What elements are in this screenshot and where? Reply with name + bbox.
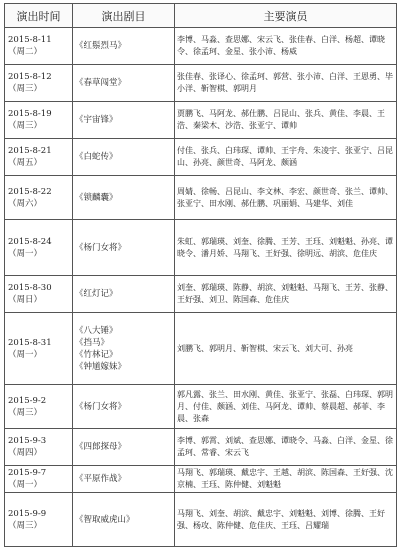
program-cell	[73, 28, 175, 65]
header-date: 演出时间	[5, 4, 73, 28]
performance-date: 2015-9-7	[8, 468, 47, 478]
performance-date: 2015-8-12	[8, 72, 52, 82]
cast-cell: 马翔飞、郭瑞瑛、戴忠宇、王越、胡滨、陈国森、王好强、沈京楠、王珏、陈仲健、刘魁魁	[175, 466, 397, 493]
program-cell	[73, 220, 175, 276]
program-title: 《挡马》	[75, 337, 110, 348]
program-title: 《杨门女将》	[75, 242, 127, 253]
program-title: 《春草闯堂》	[75, 78, 127, 88]
table-row	[5, 176, 397, 220]
program-cell	[73, 466, 175, 493]
performance-weekday: （周三）	[8, 121, 43, 131]
performance-schedule-table	[4, 3, 397, 547]
cast-cell: 李博、马淼、查思娜、宋云飞、张佳春、白洋、杨超、谭晓令、徐孟珂、金星、张小沛、杨威	[175, 28, 397, 65]
program-cell	[73, 313, 175, 385]
performance-weekday: （周六）	[8, 198, 43, 209]
date-cell	[5, 102, 73, 139]
cast-cell: 朱虹、郭瑞瑛、刘奎、徐腾、王芳、王珏、刘魁魁、孙亮、谭晓令、潘月娇、马翔飞、王好强、徐明远、胡滨、危佳庆	[175, 220, 397, 276]
performance-date: 2015-9-2	[8, 395, 47, 406]
date-cell	[5, 220, 73, 276]
header-row	[5, 4, 397, 28]
table-row	[5, 493, 397, 547]
performance-weekday: （周三）	[8, 84, 43, 94]
program-cell	[73, 385, 175, 429]
table-row	[5, 313, 397, 385]
program-cell	[73, 102, 175, 139]
date-cell	[5, 493, 73, 547]
program-title: 《杨门女将》	[75, 401, 127, 412]
cast-cell: 郭凡露、张兰、田水刚、黄佳、张亚宁、张磊、白玮琛、郭明月、付佳、颇涵、刘佳、马阿龙、谭帅、蔡晨超、郝菲、李晨、张森	[175, 385, 397, 429]
program-title: 《红鬃烈马》	[75, 41, 127, 51]
date-cell	[5, 176, 73, 220]
program-cell	[73, 276, 175, 313]
program-title: 《白蛇传》	[75, 152, 118, 162]
performance-date: 2015-8-19	[8, 109, 52, 119]
performance-weekday: （周二）	[8, 47, 43, 57]
date-cell	[5, 28, 73, 65]
table-row	[5, 28, 397, 65]
performance-date: 2015-8-11	[8, 35, 52, 45]
cast-cell: 李博、郭霄、刘斌、查思娜、谭晓令、马淼、白洋、金星、徐孟珂、常睿、宋云飞	[175, 429, 397, 466]
program-title: 《宇宙锋》	[75, 115, 118, 125]
date-cell	[5, 139, 73, 176]
performance-weekday: （周日）	[8, 295, 43, 305]
program-title: 《智取威虎山》	[75, 514, 135, 525]
program-title: 《竹林记》	[75, 349, 118, 360]
cast-cell: 马翔飞、刘奎、胡滨、戴忠宇、刘魁魁、刘博、徐腾、王好强、杨攻、陈仲健、危佳庆、王珏、吕耀瑞	[175, 493, 397, 547]
table-row	[5, 385, 397, 429]
program-cell	[73, 493, 175, 547]
header-program: 演出剧目	[73, 4, 175, 28]
date-cell	[5, 466, 73, 493]
performance-date: 2015-8-24	[8, 236, 52, 247]
program-cell	[73, 176, 175, 220]
program-cell	[73, 65, 175, 102]
performance-weekday: （周四）	[8, 448, 43, 458]
performance-weekday: （周三）	[8, 407, 43, 418]
table-row	[5, 102, 397, 139]
cast-cell: 刘鹏飞、郭明月、靳智棋、宋云飞、刘大可、孙亮	[175, 313, 397, 385]
date-cell	[5, 429, 73, 466]
program-title: 《四郎探母》	[75, 442, 127, 452]
cast-cell: 付佳、张兵、白玮琛、谭帅、王宇舟、朱凌宇、张亚宁、吕昆山、孙亮、颜世奇、马阿龙、颇涵	[175, 139, 397, 176]
program-title: 《平原作战》	[75, 474, 127, 484]
date-cell	[5, 313, 73, 385]
performance-date: 2015-8-21	[8, 146, 52, 156]
performance-date: 2015-8-30	[8, 283, 52, 293]
table-row	[5, 429, 397, 466]
cast-cell: 贾鹏飞、马阿龙、郝仕鹏、吕昆山、张兵、黄佳、李晨、王浩、秦梁木、沙浩、张亚宁、谭帅	[175, 102, 397, 139]
performance-weekday: （周三）	[8, 520, 43, 531]
program-cell	[73, 429, 175, 466]
program-cell	[73, 139, 175, 176]
schedule-rows	[5, 28, 397, 547]
performance-weekday: （周一）	[8, 349, 43, 360]
cast-cell: 刘奎、郭瑞瑛、陈静、胡滨、刘魁魁、马翔飞、王芳、张静、王好强、刘卫、陈国森、危佳庆	[175, 276, 397, 313]
table-row	[5, 220, 397, 276]
program-title: 《锁麟囊》	[75, 192, 118, 203]
performance-date: 2015-9-3	[8, 436, 47, 446]
performance-weekday: （周一）	[8, 480, 43, 490]
header-cast: 主要演员	[175, 4, 397, 28]
table-row	[5, 139, 397, 176]
performance-weekday: （周一）	[8, 248, 43, 259]
program-title: 《八大锤》	[75, 325, 118, 336]
program-title: 《红灯记》	[75, 289, 118, 299]
cast-cell: 周婧、徐畅、吕昆山、李文林、李宏、颜世奇、张兰、谭帅、张亚宁、田水刚、郝仕鹏、巩丽娟、马建华、刘佳	[175, 176, 397, 220]
date-cell	[5, 65, 73, 102]
program-title: 《钟馗嫁妹》	[75, 361, 127, 372]
date-cell	[5, 276, 73, 313]
performance-weekday: （周五）	[8, 158, 43, 168]
table-row	[5, 276, 397, 313]
date-cell	[5, 385, 73, 429]
table-row	[5, 65, 397, 102]
performance-date: 2015-9-9	[8, 508, 47, 519]
cast-cell: 张佳春、张译心、徐孟珂、郭营、张小沛、白洋、王恩勇、毕小洋、靳智棋、郭明月	[175, 65, 397, 102]
table-row	[5, 466, 397, 493]
performance-date: 2015-8-31	[8, 337, 52, 348]
performance-date: 2015-8-22	[8, 186, 52, 197]
